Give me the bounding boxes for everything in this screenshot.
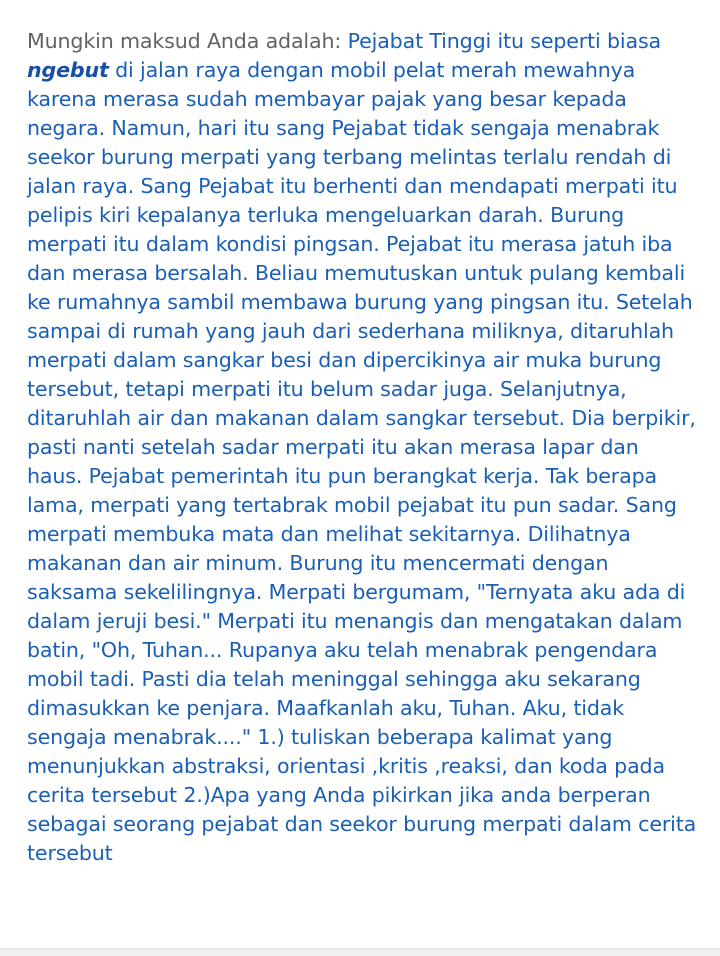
- suggestion-link-text-start[interactable]: Pejabat Tinggi itu seperti biasa: [347, 29, 662, 53]
- suggestion-corrected-word[interactable]: ngebut: [27, 58, 109, 82]
- suggestion-link-text-rest[interactable]: di jalan raya dengan mobil pelat merah mewahnya karena merasa sudah membayar pajak yang besar kepada negara. Namun, hari itu sang Pejabat tidak sengaja menabrak seekor burung merpati yang terbang melintas terlalu rendah di jalan raya. Sang Pejabat itu berhenti dan mendapati merpati itu pelipis kiri kepalanya terluka mengeluarkan darah. Burung merpati itu dalam kondisi pingsan. Pejabat itu merasa jatuh iba dan merasa bersalah. Beliau memutuskan untuk pulang kembali ke rumahnya sambil membawa burung yang pingsan itu. Setelah sampai di rumah yang jauh dari sederhana miliknya, ditaruhlah merpati dalam sangkar besi dan dipercikinya air muka burung tersebut, tetapi merpati itu belum sadar juga. Selanjutnya, ditaruhlah air dan makanan dalam sangkar tersebut. Dia berpikir, pasti nanti setelah sadar merpati itu akan merasa lapar dan haus. Pejabat pemerintah itu pun berangkat kerja. Tak berapa lama, merpati yang tertabrak mobil pejabat itu pun sadar. Sang merpati membuka mata dan melihat sekitarnya. Dilihatnya makanan dan air minum. Burung itu mencermati dengan saksama sekelilingnya. Merpati bergumam, "Ternyata aku ada di dalam jeruji besi." Merpati itu menangis dan mengatakan dalam batin, "Oh, Tuhan... Rupanya aku telah menabrak pengendara mobil tadi. Pasti dia telah meninggal sehingga aku sekarang dimasukkan ke penjara. Maafkanlah aku, Tuhan. Aku, tidak sengaja menabrak...." 1.) tuliskan beberapa kalimat yang menunjukkan abstraksi, orientasi ,kritis ,reaksi, dan koda pada cerita tersebut 2.)Apa yang Anda pikirkan jika anda berperan sebagai seorang pejabat dan seekor burung merpati dalam cerita tersebut: [27, 58, 697, 865]
- did-you-mean-suggestion[interactable]: [27, 27, 699, 868]
- did-you-mean-label: Mungkin maksud Anda adalah:: [27, 29, 348, 53]
